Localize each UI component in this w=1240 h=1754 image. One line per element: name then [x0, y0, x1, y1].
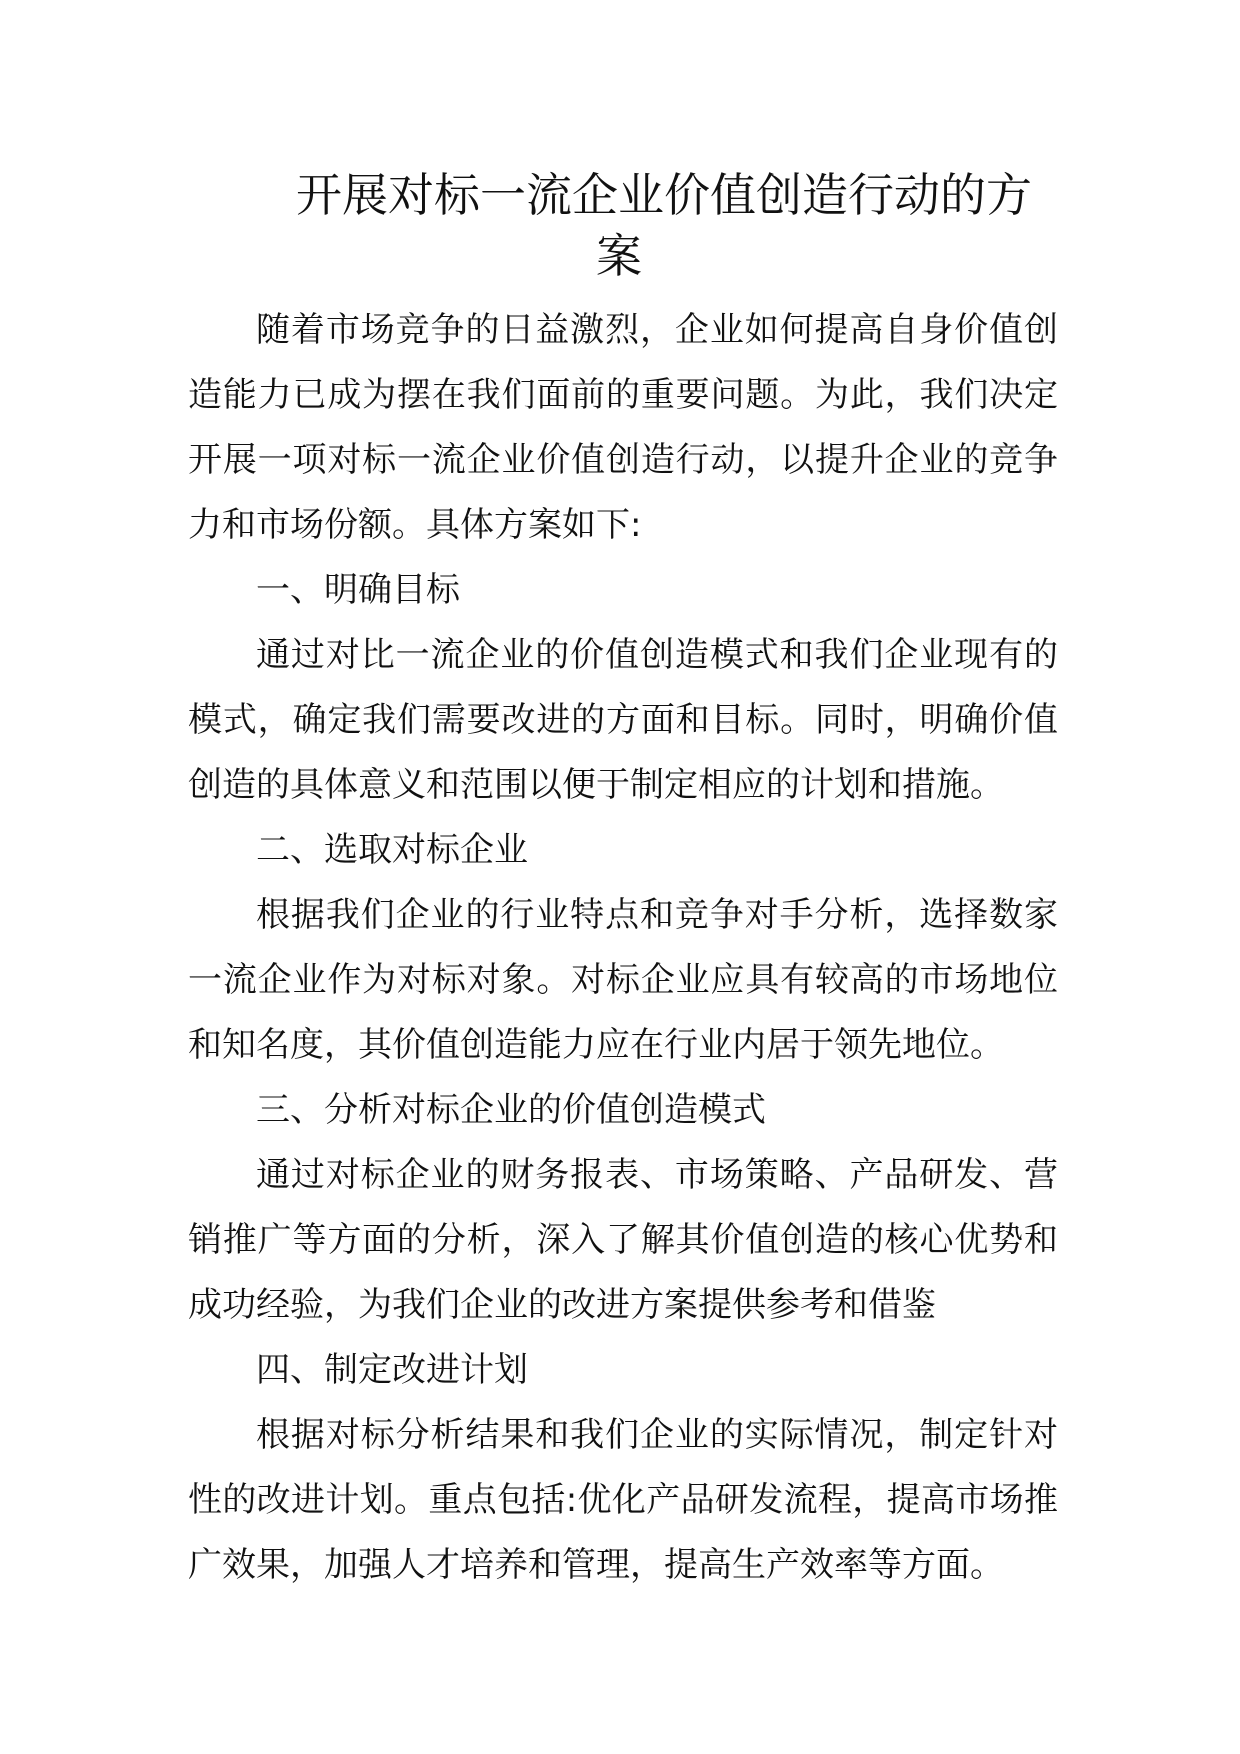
- document-body: [188, 298, 1058, 1598]
- section-text-2: 根据我们企业的行业特点和竞争对手分析，选择数家一流企业作为对标对象。对标企业应具有较高的市场地位和知名度，其价值创造能力应在行业内居于领先地位。: [188, 895, 1058, 1065]
- section-heading-3: 三、分析对标企业的价值创造模式: [256, 1090, 766, 1130]
- title-line-2: 案: [596, 229, 642, 283]
- section-text-4: 根据对标分析结果和我们企业的实际情况，制定针对性的改进计划。重点包括:优化产品研发流程，提高市场推广效果，加强人才培养和管理，提高生产效率等方面。: [188, 1415, 1059, 1585]
- section-text-3: 通过对标企业的财务报表、市场策略、产品研发、营销推广等方面的分析，深入了解其价值创造的核心优势和成功经验，为我们企业的改进方案提供参考和借鉴: [188, 1155, 1058, 1325]
- document-title: [296, 165, 1056, 287]
- section-heading-2: 二、选取对标企业: [256, 830, 528, 870]
- section-text-1: 通过对比一流企业的价值创造模式和我们企业现有的模式，确定我们需要改进的方面和目标。同时，明确价值创造的具体意义和范围以便于制定相应的计划和措施。: [188, 635, 1058, 805]
- intro-paragraph: 随着市场竞争的日益激烈，企业如何提高自身价值创造能力已成为摆在我们面前的重要问题。为此，我们决定开展一项对标一流企业价值创造行动，以提升企业的竞争力和市场份额。具体方案如下:: [188, 310, 1058, 545]
- title-line-1: 开展对标一流企业价值创造行动的方: [296, 168, 1032, 222]
- section-heading-1: 一、明确目标: [256, 570, 460, 610]
- section-heading-4: 四、制定改进计划: [256, 1350, 528, 1390]
